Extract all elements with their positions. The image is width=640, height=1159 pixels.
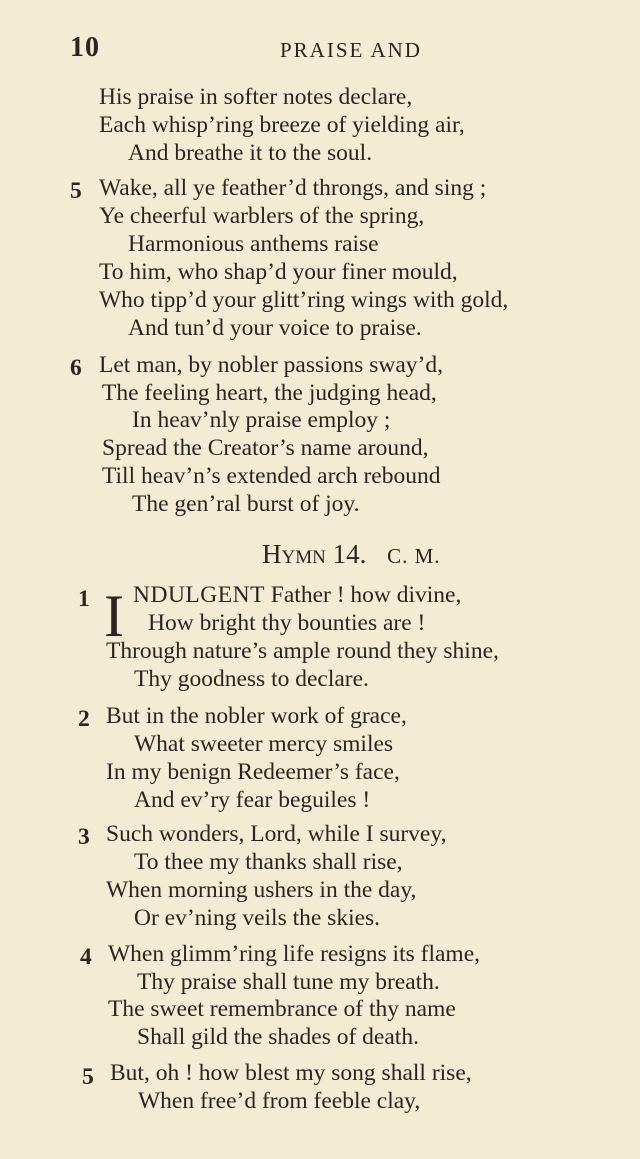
verse-line: But in the nobler work of grace, bbox=[106, 703, 407, 729]
hymn-label: Hymn bbox=[262, 539, 326, 569]
verse-line: Each whisp’ring breeze of yielding air, bbox=[99, 112, 465, 138]
verse-line: Through nature’s ample round they shine, bbox=[106, 638, 499, 664]
verse-line: To thee my thanks shall rise, bbox=[134, 849, 403, 875]
verse-line: Or ev’ning veils the skies. bbox=[134, 905, 381, 931]
stanza-number: 4 bbox=[80, 944, 92, 970]
verse-line: Thy praise shall tune my breath. bbox=[137, 969, 440, 995]
verse-line: How bright thy bounties are ! bbox=[148, 610, 426, 636]
hymn-number: 14. bbox=[332, 539, 367, 569]
verse-line: The feeling heart, the judging head, bbox=[102, 380, 437, 406]
hymn-meter: C. M. bbox=[387, 544, 441, 568]
stanza-number: 2 bbox=[78, 706, 90, 732]
verse-line: In my benign Redeemer’s face, bbox=[106, 759, 400, 785]
first-word-caps: NDULGENT bbox=[133, 582, 265, 608]
verse-line: Spread the Creator’s name around, bbox=[102, 435, 429, 461]
stanza-number: 5 bbox=[82, 1064, 94, 1090]
verse-line: Such wonders, Lord, while I survey, bbox=[106, 821, 447, 847]
verse-line: Ye cheerful warblers of the spring, bbox=[99, 203, 425, 229]
stanza-number: 3 bbox=[78, 824, 90, 850]
running-head: PRAISE AND bbox=[280, 38, 422, 62]
verse-line: But, oh ! how blest my song shall rise, bbox=[110, 1060, 472, 1086]
verse-line bbox=[133, 584, 461, 608]
verse-line: Till heav’n’s extended arch rebound bbox=[102, 463, 441, 489]
hymn-title bbox=[262, 539, 441, 570]
stanza-number: 5 bbox=[70, 178, 82, 204]
verse-line: Harmonious anthems raise bbox=[128, 231, 379, 257]
verse-line: To him, who shap’d your finer mould, bbox=[99, 259, 458, 285]
page-number: 10 bbox=[70, 32, 100, 63]
verse-line: What sweeter mercy smiles bbox=[134, 731, 394, 757]
verse-line: And tun’d your voice to praise. bbox=[128, 315, 422, 341]
verse-line: Thy goodness to declare. bbox=[134, 666, 369, 692]
verse-line: When free’d from feeble clay, bbox=[138, 1088, 421, 1114]
verse-line: In heav’nly praise employ ; bbox=[132, 407, 391, 433]
verse-line: Who tipp’d your glitt’ring wings with gold, bbox=[99, 287, 509, 313]
verse-line: Let man, by nobler passions sway’d, bbox=[99, 352, 443, 378]
stanza-number: 1 bbox=[78, 586, 90, 612]
verse-line: The gen’ral burst of joy. bbox=[132, 491, 360, 517]
verse-line: And breathe it to the soul. bbox=[128, 140, 373, 166]
verse-line: When morning ushers in the day, bbox=[106, 877, 417, 903]
verse-line: His praise in softer notes declare, bbox=[99, 84, 413, 110]
verse-line: Wake, all ye feather’d throngs, and sing ; bbox=[99, 175, 487, 201]
verse-line: The sweet remembrance of thy name bbox=[108, 996, 456, 1022]
verse-line: And ev’ry fear beguiles ! bbox=[134, 787, 371, 813]
first-line-rest: Father ! how divine, bbox=[270, 582, 462, 608]
verse-line: When glimm’ring life resigns its flame, bbox=[108, 941, 480, 967]
verse-line: Shall gild the shades of death. bbox=[137, 1024, 419, 1050]
stanza-number: 6 bbox=[70, 355, 82, 381]
drop-cap: I bbox=[104, 583, 124, 649]
